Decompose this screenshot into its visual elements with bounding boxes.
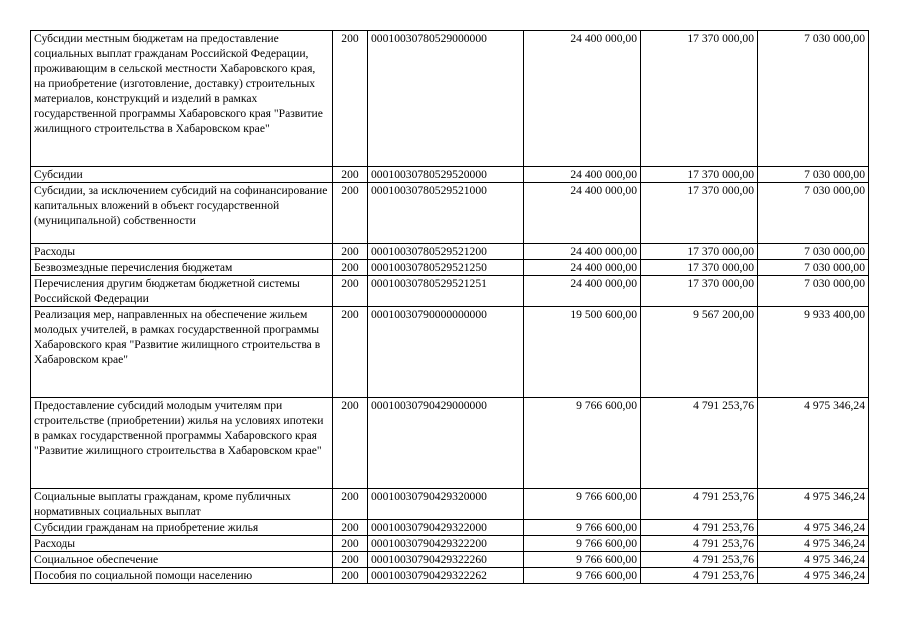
row-value1-cell: 9 766 600,00 — [524, 552, 641, 568]
row-name-cell: Субсидии местным бюджетам на предоставление социальных выплат гражданам Российской Федерации, проживающим в сельской местности Хабаровского края, на приобретение (изготовление, доставку) строительных материалов, конструкций и изделий в рамках государственной программы Хабаровского края "Развитие жилищного строительства в Хабаровском крае" — [31, 31, 333, 167]
budget-table — [30, 30, 869, 584]
table-row — [31, 260, 869, 276]
row-value2-cell: 17 370 000,00 — [641, 244, 758, 260]
row-value3-cell: 4 975 346,24 — [758, 536, 869, 552]
row-kcsr-cell: 00010030790429000000 — [368, 398, 524, 489]
row-value1-cell: 9 766 600,00 — [524, 536, 641, 552]
row-value1-cell: 24 400 000,00 — [524, 244, 641, 260]
row-value3-cell: 7 030 000,00 — [758, 31, 869, 167]
row-value3-cell: 7 030 000,00 — [758, 167, 869, 183]
table-row — [31, 568, 869, 584]
row-name-cell: Социальные выплаты гражданам, кроме публичных нормативных социальных выплат — [31, 489, 333, 520]
row-name-cell: Субсидии гражданам на приобретение жилья — [31, 520, 333, 536]
row-name-cell: Социальное обеспечение — [31, 552, 333, 568]
table-row — [31, 552, 869, 568]
row-kcsr-cell: 00010030780529520000 — [368, 167, 524, 183]
row-name-cell: Перечисления другим бюджетам бюджетной системы Российской Федерации — [31, 276, 333, 307]
row-value2-cell: 4 791 253,76 — [641, 489, 758, 520]
row-name-cell: Безвозмездные перечисления бюджетам — [31, 260, 333, 276]
row-kcsr-cell: 00010030790429322200 — [368, 536, 524, 552]
row-code-cell: 200 — [333, 489, 368, 520]
row-kcsr-cell: 00010030790000000000 — [368, 307, 524, 398]
row-kcsr-cell: 00010030780529000000 — [368, 31, 524, 167]
row-value3-cell: 7 030 000,00 — [758, 244, 869, 260]
row-code-cell: 200 — [333, 398, 368, 489]
row-value2-cell: 4 791 253,76 — [641, 520, 758, 536]
row-name-cell: Реализация мер, направленных на обеспечение жильем молодых учителей, в рамках государственной программы Хабаровского края "Развитие жилищного строительства в Хабаровском крае" — [31, 307, 333, 398]
row-kcsr-cell: 00010030780529521251 — [368, 276, 524, 307]
row-name-cell: Расходы — [31, 536, 333, 552]
row-value2-cell: 17 370 000,00 — [641, 276, 758, 307]
row-name-cell: Предоставление субсидий молодым учителям при строительстве (приобретении) жилья на условиях ипотеки в рамках государственной программы Хабаровского края "Развитие жилищного строительства в Хабаровском крае" — [31, 398, 333, 489]
row-kcsr-cell: 00010030780529521250 — [368, 260, 524, 276]
table-row — [31, 307, 869, 398]
table-row — [31, 536, 869, 552]
row-code-cell: 200 — [333, 276, 368, 307]
row-value1-cell: 19 500 600,00 — [524, 307, 641, 398]
row-value1-cell: 24 400 000,00 — [524, 276, 641, 307]
row-code-cell: 200 — [333, 167, 368, 183]
row-value1-cell: 24 400 000,00 — [524, 183, 641, 244]
row-value3-cell: 7 030 000,00 — [758, 183, 869, 244]
table-row — [31, 167, 869, 183]
row-value3-cell: 4 975 346,24 — [758, 552, 869, 568]
row-code-cell: 200 — [333, 244, 368, 260]
row-value1-cell: 9 766 600,00 — [524, 489, 641, 520]
row-kcsr-cell: 00010030780529521200 — [368, 244, 524, 260]
row-value1-cell: 9 766 600,00 — [524, 568, 641, 584]
row-name-cell: Субсидии, за исключением субсидий на софинансирование капитальных вложений в объект государственной (муниципальной) собственности — [31, 183, 333, 244]
row-kcsr-cell: 00010030790429322260 — [368, 552, 524, 568]
row-name-cell: Расходы — [31, 244, 333, 260]
table-row — [31, 31, 869, 167]
row-value3-cell: 7 030 000,00 — [758, 276, 869, 307]
row-kcsr-cell: 00010030790429322000 — [368, 520, 524, 536]
row-value2-cell: 4 791 253,76 — [641, 536, 758, 552]
row-code-cell: 200 — [333, 183, 368, 244]
row-name-cell: Пособия по социальной помощи населению — [31, 568, 333, 584]
row-value3-cell: 4 975 346,24 — [758, 520, 869, 536]
document-page — [30, 30, 868, 584]
row-value2-cell: 17 370 000,00 — [641, 167, 758, 183]
row-kcsr-cell: 00010030790429322262 — [368, 568, 524, 584]
row-kcsr-cell: 00010030790429320000 — [368, 489, 524, 520]
row-value2-cell: 4 791 253,76 — [641, 552, 758, 568]
row-value3-cell: 4 975 346,24 — [758, 568, 869, 584]
table-row — [31, 244, 869, 260]
row-value1-cell: 9 766 600,00 — [524, 398, 641, 489]
row-name-cell: Субсидии — [31, 167, 333, 183]
row-value3-cell: 9 933 400,00 — [758, 307, 869, 398]
row-code-cell: 200 — [333, 31, 368, 167]
table-row — [31, 183, 869, 244]
row-kcsr-cell: 00010030780529521000 — [368, 183, 524, 244]
row-code-cell: 200 — [333, 520, 368, 536]
row-code-cell: 200 — [333, 568, 368, 584]
row-value3-cell: 4 975 346,24 — [758, 489, 869, 520]
row-value1-cell: 9 766 600,00 — [524, 520, 641, 536]
row-code-cell: 200 — [333, 552, 368, 568]
row-value2-cell: 4 791 253,76 — [641, 398, 758, 489]
row-code-cell: 200 — [333, 307, 368, 398]
row-value1-cell: 24 400 000,00 — [524, 260, 641, 276]
table-row — [31, 398, 869, 489]
row-code-cell: 200 — [333, 260, 368, 276]
row-value3-cell: 4 975 346,24 — [758, 398, 869, 489]
table-row — [31, 520, 869, 536]
row-value1-cell: 24 400 000,00 — [524, 31, 641, 167]
table-row — [31, 276, 869, 307]
row-value2-cell: 9 567 200,00 — [641, 307, 758, 398]
row-code-cell: 200 — [333, 536, 368, 552]
row-value1-cell: 24 400 000,00 — [524, 167, 641, 183]
row-value2-cell: 4 791 253,76 — [641, 568, 758, 584]
row-value2-cell: 17 370 000,00 — [641, 260, 758, 276]
row-value2-cell: 17 370 000,00 — [641, 183, 758, 244]
table-row — [31, 489, 869, 520]
row-value3-cell: 7 030 000,00 — [758, 260, 869, 276]
row-value2-cell: 17 370 000,00 — [641, 31, 758, 167]
